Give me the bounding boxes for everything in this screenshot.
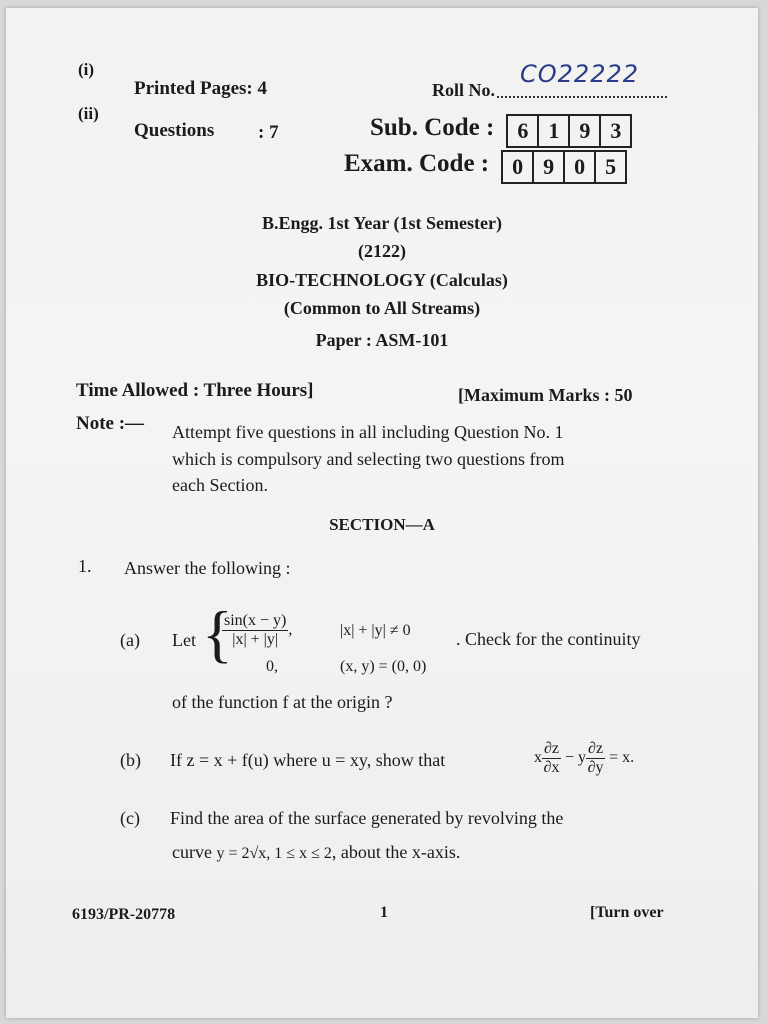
q1-number: 1. (78, 556, 92, 576)
note-label: Note :— (76, 413, 145, 434)
qc-line-2 (172, 842, 460, 863)
exam-code-boxes (501, 150, 627, 184)
page-number: 1 (380, 904, 388, 921)
course-line-1: B.Engg. 1st Year (1st Semester) (262, 213, 502, 233)
note-line-2: which is compulsory and selecting two questions from (172, 449, 565, 469)
exam-code-digit: 0 (565, 152, 596, 182)
exam-code-digit: 9 (534, 152, 565, 182)
exam-code-digit: 5 (605, 154, 617, 180)
questions-value: : 7 (258, 122, 279, 143)
qc-curve-formula: y = 2√x, 1 ≤ x ≤ 2 (216, 845, 332, 862)
qb-text: If z = x + f(u) where u = xy, show that (170, 750, 446, 770)
exam-code-digit: 0 (503, 152, 534, 182)
section-title: SECTION—A (329, 515, 435, 534)
qc-label: (c) (120, 808, 140, 828)
exam-sheet (6, 8, 758, 1018)
qb-dz-2: ∂z (588, 740, 604, 757)
max-marks: [Maximum Marks : 50 (458, 385, 633, 405)
sub-code-label: Sub. Code : (370, 114, 495, 141)
qa-label: (a) (120, 630, 140, 650)
qa-case1-denominator: |x| + |y| (232, 631, 279, 648)
q1-text: Answer the following : (124, 558, 291, 578)
qb-dz-1: ∂z (544, 740, 560, 757)
qb-x: x (534, 749, 542, 767)
roll-no-label: Roll No. (432, 80, 495, 100)
sub-code-digit: 3 (610, 118, 622, 144)
time-allowed: Time Allowed : Three Hours] (76, 380, 314, 401)
qa-case2-condition: (x, y) = (0, 0) (340, 658, 427, 675)
exam-code-label: Exam. Code : (344, 150, 490, 177)
course-line-5: Paper : ASM-101 (315, 330, 449, 350)
qc-curve-pre: curve (172, 842, 212, 862)
item-marker-i: (i) (78, 60, 95, 79)
exam-code (344, 150, 627, 184)
roll-no-handwritten: CO22222 (520, 60, 639, 88)
qb-equation (534, 740, 634, 777)
footer-code: 6193/PR-20778 (72, 906, 176, 923)
sub-code (370, 114, 632, 148)
note-line-1: Attempt five questions in all including Question No. 1 (172, 422, 564, 442)
course-line-2: (2122) (358, 241, 406, 261)
piecewise-brace: { (202, 598, 233, 669)
sub-code-boxes (506, 114, 632, 148)
printed-pages: Printed Pages: 4 (134, 78, 267, 99)
qa-line-2: of the function f at the origin ? (172, 692, 393, 712)
questions-label: Questions (134, 120, 215, 141)
sub-code-digit: 1 (539, 116, 570, 146)
qb-end: = x. (609, 749, 635, 767)
item-marker-ii: (ii) (78, 104, 99, 123)
qc-curve-post: , about the x-axis. (331, 842, 461, 862)
qb-dx: ∂x (543, 759, 560, 776)
qb-dy: ∂y (587, 759, 604, 776)
qb-minus-y: − y (565, 749, 587, 767)
course-line-3: BIO-TECHNOLOGY (Calculas) (256, 270, 508, 290)
qa-case1-condition: |x| + |y| ≠ 0 (340, 622, 411, 639)
sub-code-digit: 9 (570, 116, 601, 146)
roll-no-line (497, 96, 667, 98)
turn-over: [Turn over (590, 904, 664, 921)
qa-case1-fraction: $\frac{\sin(x - y)}{|x| + |y|}$ , (224, 612, 293, 648)
qc-line-1: Find the area of the surface generated by revolving the (170, 808, 564, 828)
qa-case1-numerator: sin(x − y) (224, 612, 287, 629)
qa-case2-value: 0, (266, 658, 278, 675)
qb-label: (b) (120, 750, 141, 770)
qa-after-text: . Check for the continuity (456, 629, 641, 649)
course-line-4: (Common to All Streams) (283, 298, 481, 318)
qa-let: Let (172, 630, 196, 650)
sub-code-digit: 6 (508, 116, 539, 146)
note-line-3: each Section. (172, 475, 268, 495)
